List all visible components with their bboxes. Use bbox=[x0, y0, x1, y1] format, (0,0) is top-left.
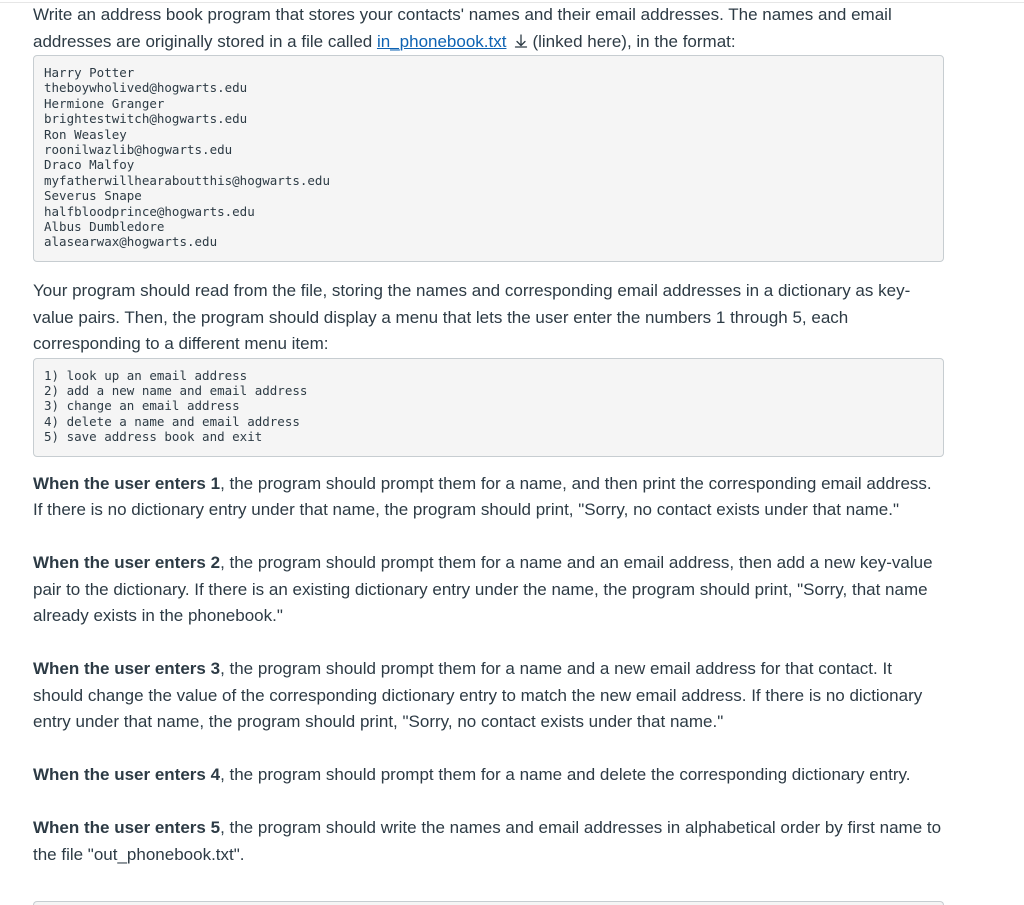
rule-option-5 bbox=[33, 815, 945, 868]
contacts-code-block: Harry Potter theboywholived@hogwarts.edu Hermione Granger brightestwitch@hogwarts.edu Ron Weasley roonilwazlib@hogwarts.edu Draco Malfoy myfatherwillhearaboutthis@hogwarts.edu Severus Snape halfbloodprince@hogwarts.edu Albus Dumbledore alasearwax@hogwarts.edu bbox=[33, 55, 944, 262]
next-code-block-edge bbox=[33, 901, 944, 905]
rule-option-2-text: , the program should prompt them for a name and an email address, then add a new key-value pair to the dictionary. If there is an existing dictionary entry under the name, the program should print, "Sorry, that name already exists in the phonebook." bbox=[33, 553, 933, 625]
intro-text: Write an address book program that stores your contacts' names and their email addresses. The names and email addresses are originally stored in a file called bbox=[33, 5, 892, 51]
intro-paragraph bbox=[33, 2, 945, 55]
rule-option-4-text: , the program should prompt them for a name and delete the corresponding dictionary entry. bbox=[220, 765, 911, 784]
rule-option-1-text: , the program should prompt them for a name, and then print the corresponding email address. If there is no dictionary entry under that name, the program should print, "Sorry, no contact exists under that name." bbox=[33, 473, 932, 519]
rule-option-3-text: , the program should prompt them for a name and a new email address for that contact. It should change the value of the corresponding dictionary entry to match the new email address. If there is no dictionary entry under that name, the program should print, "Sorry, no contact exists under that name." bbox=[33, 659, 923, 731]
rule-option-3 bbox=[33, 656, 945, 736]
rule-option-5-heading: When the user enters 5 bbox=[33, 818, 221, 837]
rule-option-2-heading: When the user enters 2 bbox=[33, 553, 221, 572]
rule-option-5-text: , the program should write the names and email addresses in alphabetical order by first name to the file "out_phonebook.txt". bbox=[33, 818, 942, 864]
rule-option-2 bbox=[33, 550, 945, 630]
phonebook-file-link[interactable]: in_phonebook.txt bbox=[376, 31, 507, 51]
rule-option-4-heading: When the user enters 4 bbox=[33, 765, 221, 784]
assignment-description bbox=[33, 2, 945, 868]
rule-option-4 bbox=[33, 762, 945, 789]
rule-option-1 bbox=[33, 471, 945, 524]
rule-option-1-heading: When the user enters 1 bbox=[33, 473, 221, 493]
intro-text-after-link: (linked here), in the format: bbox=[532, 31, 736, 51]
menu-code-block: 1) look up an email address 2) add a new name and email address 3) change an email address 4) delete a name and email address 5) save address book and exit bbox=[33, 358, 944, 457]
rule-option-3-heading: When the user enters 3 bbox=[33, 659, 221, 678]
menu-intro-paragraph: Your program should read from the file, storing the names and corresponding email addresses in a dictionary as key-value pairs. Then, the program should display a menu that lets the user enter the numbers 1 through 5, each corresponding to a different menu item: bbox=[33, 281, 911, 353]
download-icon[interactable] bbox=[514, 30, 528, 44]
